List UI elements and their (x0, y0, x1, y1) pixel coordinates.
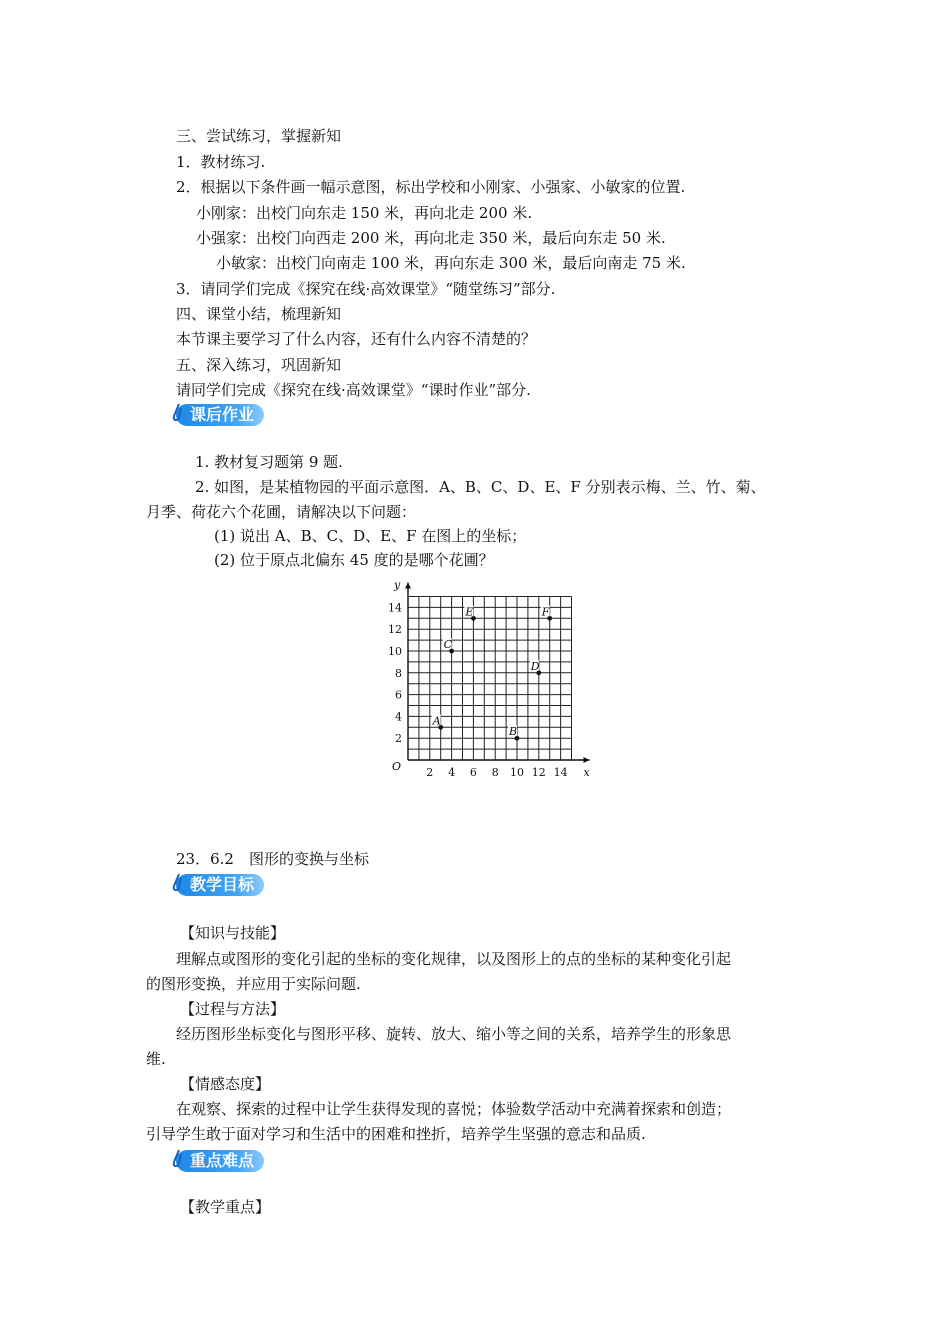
y-tick-label: 8 (395, 666, 402, 680)
step-practice-text: 请同学们完成《探究在线·高效课堂》“课时作业”部分. (176, 381, 531, 399)
step-item-3: 3．请同学们完成《探究在线·高效课堂》“随堂练习”部分. (176, 280, 556, 298)
section-heading: 23．6.2 图形的变换与坐标 (176, 850, 369, 868)
paperclip-icon (170, 402, 184, 426)
homework-q2-line2: 月季、荷花六个花圃，请解决以下问题： (146, 503, 417, 521)
garden-coordinate-grid (376, 570, 606, 780)
key-points-badge-label: 重点难点 (190, 1151, 255, 1170)
key-points-badge (170, 1148, 270, 1174)
emotion-line1: 在观察、探索的过程中让学生获得发现的喜悦；体验数学活动中充满着探索和创造； (176, 1100, 732, 1118)
step-item-1: 1．教材练习. (176, 153, 266, 171)
y-tick-label: 2 (395, 732, 402, 746)
step-detail-xiaoqiang: 小强家：出校门向西走 200 米，再向北走 350 米，最后向东走 50 米. (196, 229, 666, 247)
goals-badge (170, 872, 270, 898)
step-detail-xiaogang: 小刚家：出校门向东走 150 米，再向北走 200 米. (196, 204, 533, 222)
emotion-title: 【情感态度】 (180, 1075, 271, 1093)
homework-q2-sub2: (2) 位于原点北偏东 45 度的是哪个花圃？ (214, 551, 494, 569)
step-heading-4: 四、课堂小结，梳理新知 (176, 305, 342, 323)
goals-badge-label: 教学目标 (190, 875, 255, 894)
homework-badge (170, 402, 270, 428)
homework-q2-sub1: (1) 说出 A、B、C、D、E、F 在图上的坐标； (214, 527, 527, 545)
process-line2: 维. (146, 1050, 166, 1068)
y-tick-label: 14 (388, 601, 402, 615)
point-label-D: D (530, 659, 540, 673)
point-label-F: F (541, 605, 550, 619)
y-axis-arrow-icon (405, 583, 411, 589)
point-label-C: C (443, 638, 453, 651)
x-axis-label: x (583, 766, 590, 779)
step-item-2: 2．根据以下条件画一幅示意图，标出学校和小刚家、小强家、小敏家的位置. (176, 178, 686, 196)
y-tick-label: 4 (395, 710, 402, 724)
homework-badge-label: 课后作业 (190, 405, 255, 424)
x-tick-label: 2 (426, 766, 434, 779)
step-heading-3: 三、尝试练习，掌握新知 (176, 127, 342, 145)
step-summary-text: 本节课主要学习了什么内容，还有什么内容不清楚的？ (176, 330, 537, 348)
y-tick-label: 6 (395, 688, 402, 702)
focus-title: 【教学重点】 (180, 1198, 271, 1216)
y-axis-label: y (394, 578, 401, 592)
x-axis-arrow-icon (584, 757, 590, 763)
point-label-E: E (465, 605, 474, 619)
process-line1: 经历图形坐标变化与图形平移、旋转、放大、缩小等之间的关系，培养学生的形象思 (176, 1025, 732, 1043)
x-tick-label: 10 (510, 766, 524, 779)
emotion-line2: 引导学生敢于面对学习和生活中的困难和挫折，培养学生坚强的意志和品质. (146, 1125, 646, 1143)
step-heading-5: 五、深入练习，巩固新知 (176, 356, 342, 374)
homework-q2-line1: 2. 如图，是某植物园的平面示意图．A、B、C、D、E、F 分别表示梅、兰、竹、菊、 (195, 478, 766, 496)
x-tick-label: 4 (448, 766, 456, 779)
x-tick-label: 6 (469, 766, 477, 779)
homework-q1: 1. 教材复习题第 9 题. (195, 453, 343, 471)
paperclip-icon (170, 1148, 184, 1172)
point-label-B: B (509, 725, 518, 739)
x-tick-label: 8 (491, 766, 499, 779)
paperclip-icon (170, 872, 184, 896)
knowledge-line2: 的图形变换，并应用于实际问题. (146, 975, 361, 993)
step-detail-xiaomin: 小敏家：出校门向南走 100 米，再向东走 300 米，最后向南走 75 米. (216, 254, 686, 272)
x-tick-label: 14 (553, 766, 568, 779)
point-label-A: A (432, 714, 441, 728)
knowledge-title: 【知识与技能】 (180, 924, 286, 942)
process-title: 【过程与方法】 (180, 1000, 286, 1018)
origin-label: O (392, 760, 402, 773)
y-tick-label: 10 (388, 645, 402, 658)
y-tick-label: 12 (388, 623, 402, 637)
knowledge-line1: 理解点或图形的变化引起的坐标的变化规律，以及图形上的点的坐标的某种变化引起 (176, 950, 732, 968)
x-tick-label: 12 (531, 766, 546, 779)
